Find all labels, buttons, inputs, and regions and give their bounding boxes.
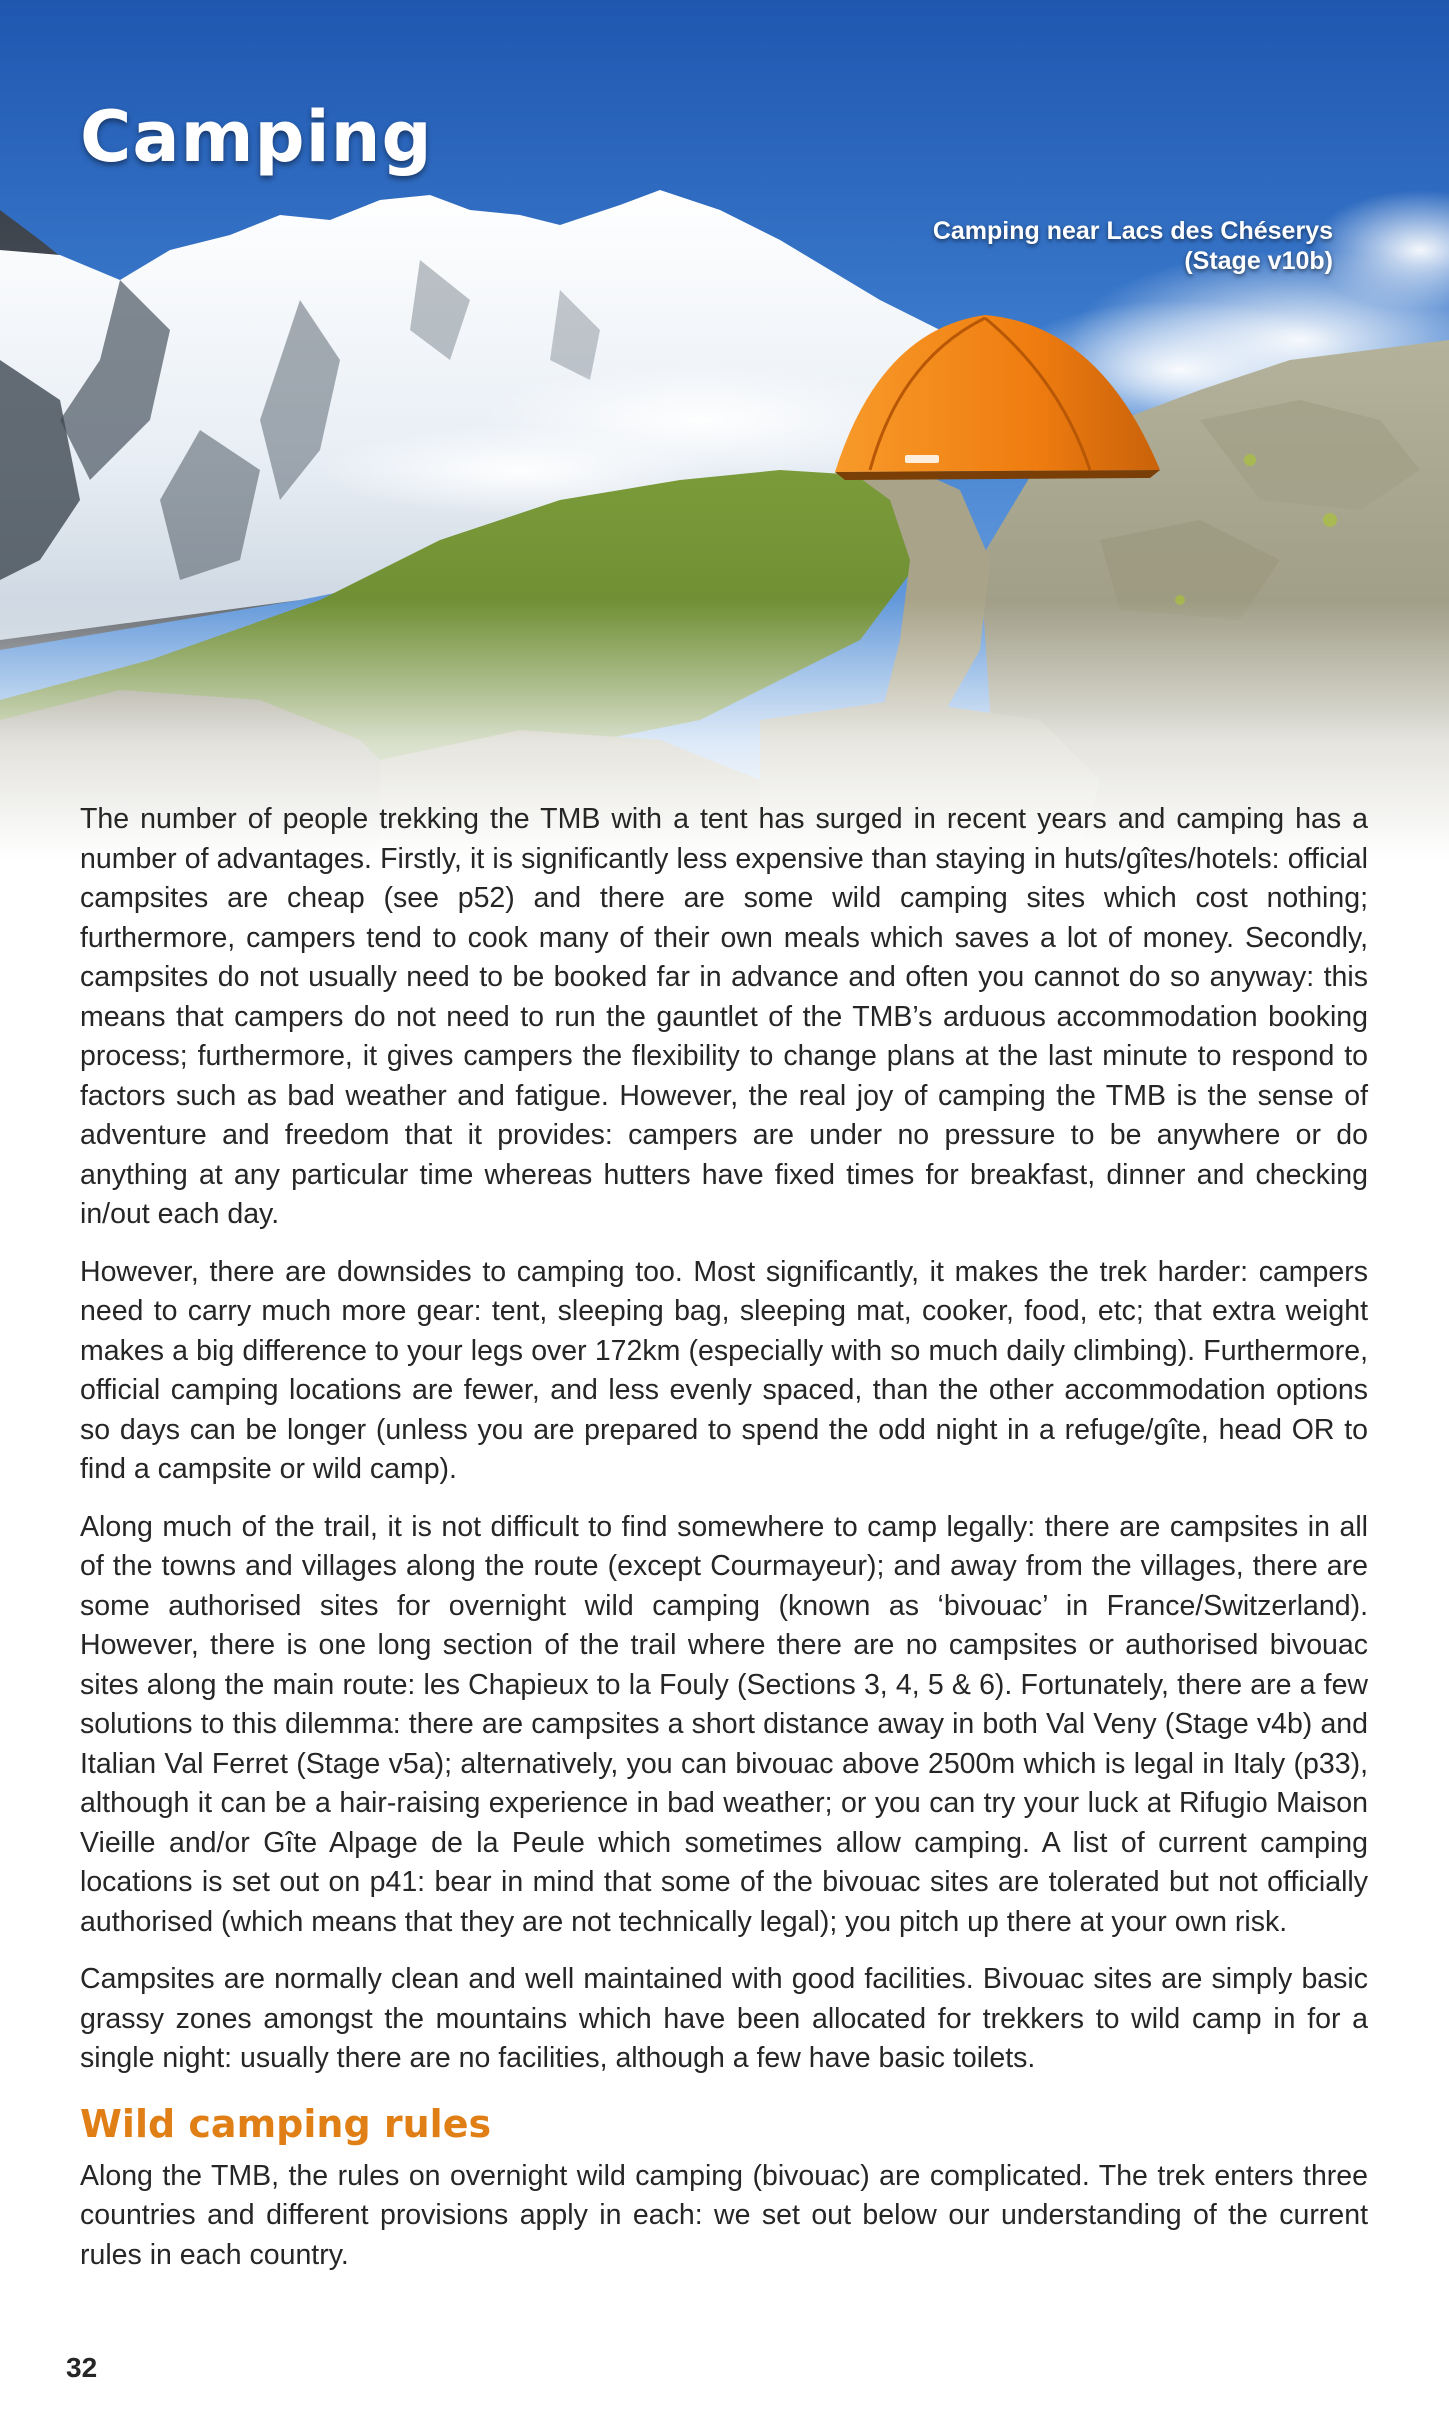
paragraph-downsides: However, there are downsides to camping too. Most significantly, it makes the trek harder: campers need to carry much more gear: tent, sleeping bag, sleeping mat, cooker, food, etc; that extra weight makes a big difference to your legs over 172km (especially with so much daily climbing). Furthermore, official camping locations are fewer, and less evenly spaced, than the other accommodation options so days can be longer (unless you are prepared to spend the odd night in a refuge/gîte, head OR to find a campsite or wild camp).	[80, 1255, 1368, 1485]
caption-line-1: Camping near Lacs des Chéserys	[932, 217, 1333, 245]
caption-line-2: (Stage v10b)	[1184, 247, 1333, 275]
paragraph-wild-camping-intro: Along the TMB, the rules on overnight wild camping (bivouac) are complicated. The trek enters three countries and different provisions apply in each: we set out below our understanding of the current rules in each country.	[80, 2159, 1368, 2271]
paragraph-finding-sites: Along much of the trail, it is not difficult to find somewhere to camp legally: there are campsites in all of the towns and villages along the route (except Courmayeur); and away from the villages, there are some authorised sites for overnight wild camping (known as ‘bivouac’ in France/Switzerland). However, there is one long section of the trail where there are no campsites or authorised bivouac sites along the main route: les Chapieux to la Fouly (Sections 3, 4, 5 & 6). Fortunately, there are a few solutions to this dilemma: there are campsites a short distance away in both Val Veny (Stage v4b) and Italian Val Ferret (Stage v5a); alternatively, you can bivouac above 2500m which is legal in Italy (p33), although it can be a hair-raising experience in bad weather; or you can try your luck at Rifugio Maison Vieille and/or Gîte Alpage de la Peule which sometimes allow camping. A list of current camping locations is set out on p41: bear in mind that some of the bivouac sites are tolerated but not officially authorised (which means that they are not technically legal); you pitch up there at your own risk.	[80, 1510, 1368, 1938]
paragraph-facilities: Campsites are normally clean and well maintained with good facilities. Bivouac sites are simply basic grassy zones amongst the mountains which have been allocated for trekkers to wild camp in for a single night: usually there are no facilities, although a few have basic toilets.	[80, 1963, 1368, 2074]
paragraph-intro: The number of people trekking the TMB with a tent has surged in recent years and camping has a number of advantages. Firstly, it is significantly less expensive than staying in huts/gîtes/hotels: official campsites are cheap (see p52) and there are some wild camping sites which cost nothing; furthermore, campers tend to cook many of their own meals which saves a lot of money. Secondly, campsites do not usually need to be booked far in advance and often you cannot do so anyway: this means that campers do not need to run the gauntlet of the TMB’s arduous accommodation booking process; furthermore, it gives campers the flexibility to change plans at the last minute to respond to factors such as bad weather and fatigue. However, the real joy of camping the TMB is the sense of adventure and freedom that it provides: campers are under no pressure to be anywhere or do anything at any particular time whereas hutters have fixed times for breakfast, dinner and checking in/out each day.	[80, 803, 1368, 1230]
page-title: Camping	[80, 96, 433, 178]
hero-photo	[0, 0, 1449, 860]
section-heading-wild-camping: Wild camping rules	[80, 2101, 492, 2146]
page-number: 32	[66, 2352, 98, 2383]
photo-caption	[833, 216, 1333, 276]
article-body	[80, 800, 1368, 2293]
